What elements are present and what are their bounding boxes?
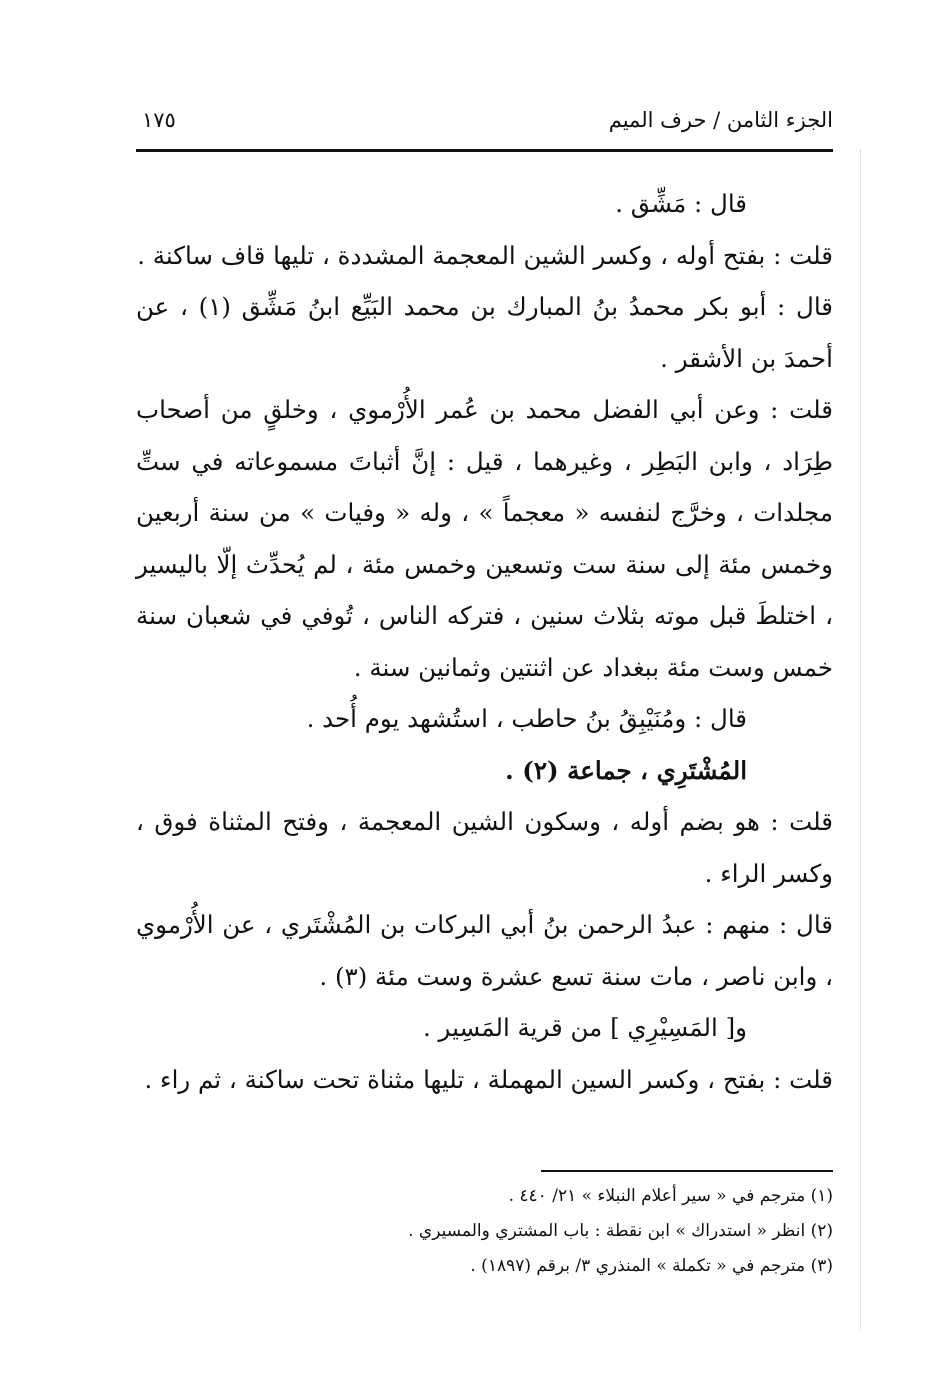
paragraph-3: قال : أبو بكر محمدُ بنُ المبارك بن محمد البَيِّع ابنُ مَشِّق (١) ، عن أحمدَ بن الأشقر . (136, 292, 833, 373)
footnote-1: (١) مترجم في « سير أعلام النبلاء » ٢١/ ٤٤٠ . (508, 1186, 833, 1206)
page-number: ١٧٥ (142, 108, 176, 132)
main-text (136, 178, 833, 1105)
paragraph-5: قال : ومُنَيْبِقُ بنُ حاطب ، استُشهد يوم أُحد . (306, 704, 747, 733)
paragraph-7: قلت : هو بضم أوله ، وسكون الشين المعجمة ، وفتح المثناة فوق ، وكسر الراء . (136, 807, 833, 888)
paragraph-8: قال : منهم : عبدُ الرحمن بنُ أبي البركات بن المُشْتَري ، عن الأُرْموي ، وابن ناصر ، مات سنة تسع عشرة وست مئة (٣) . (136, 910, 833, 991)
paragraph-2: قلت : بفتح أوله ، وكسر الشين المعجمة المشددة ، تليها قاف ساكنة . (137, 240, 833, 270)
header-rule (136, 149, 833, 152)
footnote-rule (541, 1170, 833, 1172)
paragraph-4: قلت : وعن أبي الفضل محمد بن عُمر الأُرْموي ، وخلقٍ من أصحاب طِرَاد ، وابن البَطِر ، وغيرهما ، قيل : إنَّ أثباتَ مسموعاته في ستِّ مجلدات ، وخرَّج لنفسه « معجماً » ، وله « وفيات » من سنة أربعين وخمس مئة إلى سنة ست وتسعين وخمس مئة ، لم يُحدِّث إلّا باليسير ، اختلطَ قبل موته بثلاث سنين ، فتركه الناس ، تُوفي في شعبان سنة خمس وست مئة ببغداد عن اثنتين وثمانين سنة . (136, 395, 833, 682)
paragraph-9: و[ المَسِيْرِي ] من قرية المَسِير . (422, 1013, 747, 1042)
footnote-3: (٣) مترجم في « تكملة » المنذري ٣/ برقم (١٨٩٧) . (470, 1256, 833, 1276)
paragraph-1: قال : مَشِّق . (615, 189, 747, 218)
footnote-2: (٢) انظر « استدراك » ابن نقطة : باب المشتري والمسيري . (408, 1221, 833, 1241)
page-header (136, 100, 833, 140)
entry-heading: المُشْتَرِي ، جماعة (٢) . (505, 755, 747, 785)
paragraph-6 (136, 745, 833, 797)
footnotes (136, 1179, 833, 1284)
paragraph-10: قلت : بفتح ، وكسر السين المهملة ، تليها مثناة تحت ساكنة ، ثم راء . (144, 1064, 833, 1094)
running-title: الجزء الثامن / حرف الميم (608, 108, 833, 132)
page-edge-line (860, 150, 862, 1330)
